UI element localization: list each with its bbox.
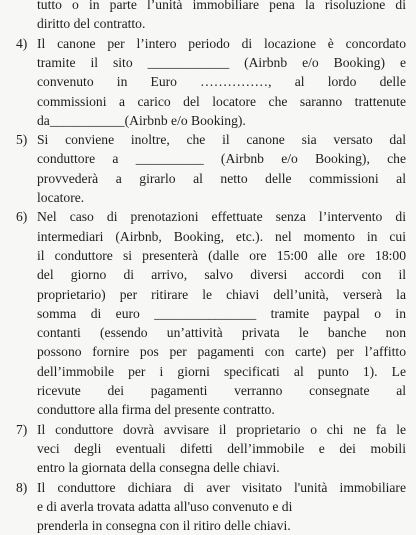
item-number: 8): [16, 479, 28, 495]
text-line: locatore.: [37, 190, 85, 205]
item-number: 4): [16, 35, 28, 51]
text-line: intermediari (Airbnb, Booking, etc.). nel momento in cui: [37, 228, 406, 244]
text-line: diritto del contratto.: [37, 16, 146, 32]
text-line: tramite il sito ____________ (Airbnb e/o Booking) e: [37, 54, 406, 70]
item-number: 7): [16, 421, 28, 437]
text-line: il conduttore si presenterà (dalle ore 15:00 alle ore 18:00: [37, 247, 406, 263]
text-line: Il conduttore dovrà avvisare il proprietario o chi ne fa le: [37, 421, 406, 437]
text-line: del giorno di arrivo, salvo diversi accordi con il: [37, 267, 406, 283]
text-line: proprietario) per ritirare le chiavi dell’unità, verserà la: [37, 286, 406, 302]
text-line: veci degli eventuali difetti dell’immobile e dei mobili: [37, 440, 406, 456]
text-line: Il canone per l’intero periodo di locazione è concordato: [37, 35, 406, 51]
text-line: Si conviene inoltre, che il canone sia versato dal: [37, 132, 406, 148]
text-line: possono fornire pos per pagamenti con carte) per l’affitto: [37, 344, 406, 360]
text-line: e di averla trovata adatta all'uso convenuto e di: [37, 498, 293, 514]
text-line: commissioni a carico del locatore che saranno trattenute: [37, 93, 406, 109]
text-line: contanti (essendo un’attività privata le banche non: [37, 325, 406, 341]
text-line: provvederà a girarlo al netto delle commissioni al: [37, 170, 406, 186]
item-number: 6): [16, 209, 28, 225]
text-line: convenuto in Euro ……………, al lordo delle: [37, 74, 406, 90]
text-line: conduttore a __________ (Airbnb e/o Booking), che: [37, 151, 406, 167]
text-line: Il conduttore dichiara di aver visitato l'unità immobiliare: [37, 479, 406, 495]
text-line: somma di euro _______________ tramite paypal o in: [37, 305, 406, 321]
item-number: 5): [16, 132, 28, 148]
text-line: ricevute dei pagamenti verranno consegnate al: [37, 383, 406, 398]
text-line: dell’immobile per i giorni specificati al punto 1). Le: [37, 363, 406, 379]
text-line: da___________(Airbnb e/o Booking).: [37, 112, 246, 128]
text-line: prenderla in consegna con il ritiro delle chiavi.: [37, 518, 291, 534]
text-line: tutto o in parte l’unità immobiliare pena la risoluzione di: [37, 0, 406, 12]
text-line: conduttore alla firma del presente contratto.: [37, 402, 275, 418]
text-line: entro la giornata della consegna delle chiavi.: [37, 460, 280, 476]
text-line: Nel caso di prenotazioni effettuate senza l’intervento di: [37, 209, 406, 225]
